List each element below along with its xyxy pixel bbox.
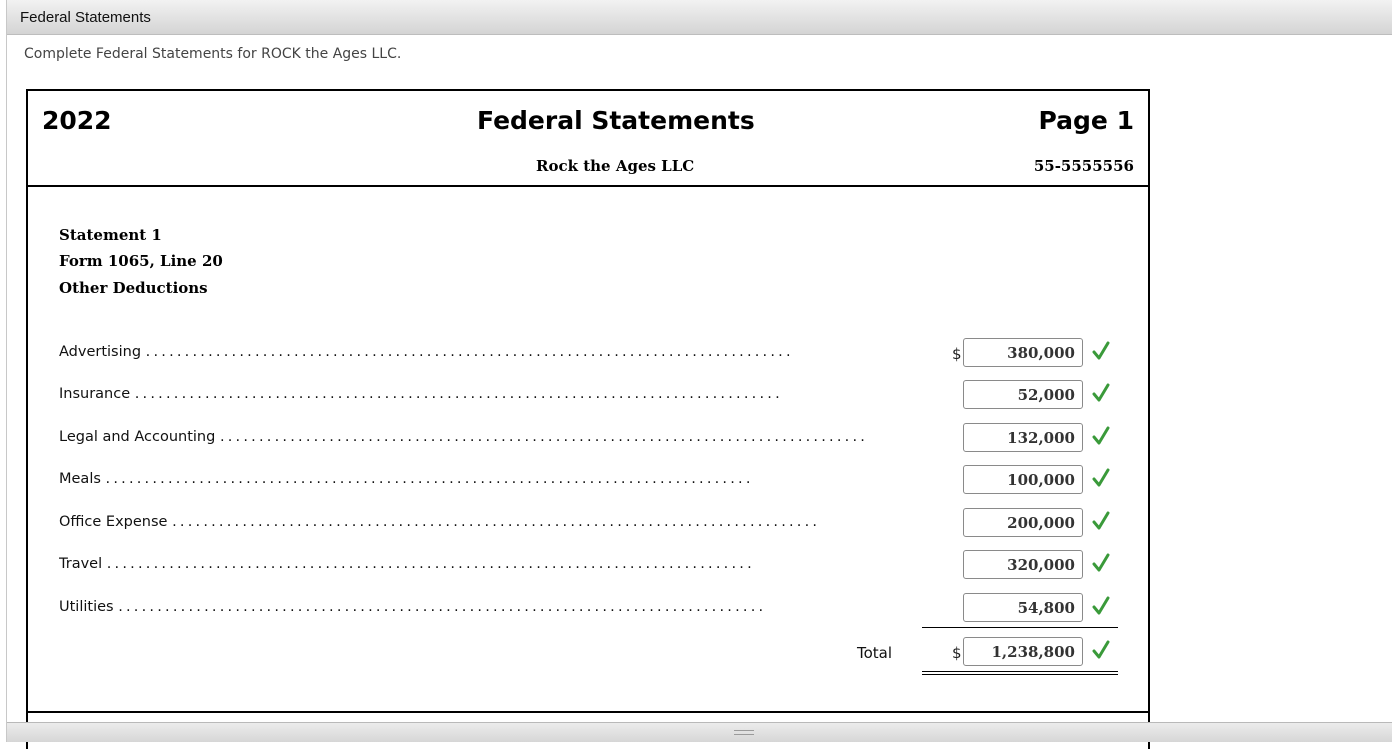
deduction-row [28, 423, 1148, 453]
total-double-rule [922, 674, 1118, 675]
amount-input-advertising[interactable]: 380,000 [963, 338, 1083, 367]
deduction-row [28, 550, 1148, 580]
total-row [28, 637, 1148, 667]
dollar-sign: $ [952, 644, 962, 662]
statement-number: Statement 1 [59, 226, 162, 244]
deduction-label: Travel [59, 556, 103, 572]
federal-statement-sheet [26, 89, 1150, 749]
statement-form-line: Form 1065, Line 20 [59, 252, 223, 270]
deduction-label: Advertising [59, 344, 142, 360]
amount-input-meals[interactable]: 100,000 [963, 465, 1083, 494]
deduction-row [28, 338, 1148, 368]
panel-titlebar [7, 0, 1392, 35]
check-icon [1092, 510, 1110, 532]
statement-description: Other Deductions [59, 279, 208, 297]
check-icon [1092, 425, 1110, 447]
leader-dots: ................................................................................... [118, 599, 767, 615]
company-ein: 55-5555556 [1033, 157, 1134, 175]
instructions-text: Complete Federal Statements for ROCK the Ages LLC. [24, 46, 402, 62]
amount-input-total[interactable]: 1,238,800 [963, 637, 1083, 666]
header-divider [28, 185, 1148, 187]
deduction-row [28, 465, 1148, 495]
check-icon [1092, 639, 1110, 661]
total-label: Total [857, 644, 893, 662]
leader-dots: ................................................................................... [172, 514, 821, 530]
company-name: Rock the Ages LLC [536, 157, 695, 175]
deduction-row [28, 593, 1148, 623]
amount-input-office-expense[interactable]: 200,000 [963, 508, 1083, 537]
statement-panel [6, 0, 1392, 742]
resize-grip-icon[interactable] [734, 730, 754, 735]
panel-title: Federal Statements [20, 9, 151, 26]
statement-page-number: Page 1 [1038, 106, 1134, 135]
deduction-row [28, 508, 1148, 538]
check-icon [1092, 467, 1110, 489]
deduction-label: Legal and Accounting [59, 429, 216, 445]
deduction-label: Meals [59, 471, 101, 487]
leader-dots: ................................................................................... [219, 429, 869, 445]
total-double-rule [922, 671, 1118, 672]
amount-input-utilities[interactable]: 54,800 [963, 593, 1083, 622]
check-icon [1092, 552, 1110, 574]
sheet-bottom-divider [28, 711, 1148, 713]
deduction-label: Office Expense [59, 514, 168, 530]
leader-dots: ................................................................................... [105, 471, 754, 487]
deduction-label: Utilities [59, 599, 114, 615]
amount-input-insurance[interactable]: 52,000 [963, 380, 1083, 409]
dollar-sign: $ [952, 345, 962, 363]
statement-title: Federal Statements [477, 106, 755, 135]
check-icon [1092, 595, 1110, 617]
deduction-row [28, 380, 1148, 410]
leader-dots: ................................................................................... [145, 344, 794, 360]
check-icon [1092, 340, 1110, 362]
deduction-label: Insurance [59, 386, 131, 402]
panel-resize-bar[interactable] [7, 722, 1392, 742]
total-top-rule [922, 627, 1118, 628]
leader-dots: ................................................................................... [134, 386, 783, 402]
leader-dots: ................................................................................... [106, 556, 755, 572]
amount-input-travel[interactable]: 320,000 [963, 550, 1083, 579]
amount-input-legal-accounting[interactable]: 132,000 [963, 423, 1083, 452]
check-icon [1092, 382, 1110, 404]
statement-year: 2022 [42, 106, 112, 135]
